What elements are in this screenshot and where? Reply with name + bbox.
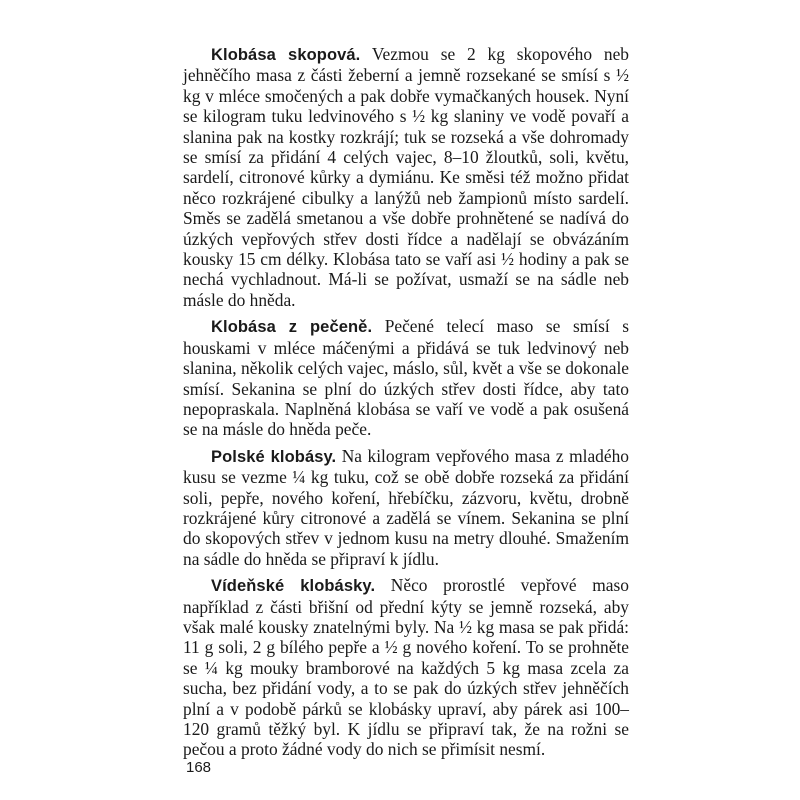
recipe-text: Něco prorostlé vepřové maso například z části břišní od přední kýty se jemně rozseká, aby však malé kousky znatelnými byly. Na ½ kg masa se pak přidá: 11 g soli, 2 g bílého pepře a ½ g nového koření. To se prohněte se ¼ kg mouky bramborové na každých 5 kg masa zcela za sucha, bez přidání vody, a to se pak do úzkých střev jehněčích plní a v podobě párků se klobásky upraví, aby párek asi 100–120 gramů těžký byl. K jídlu se připraví tak, že na rožni se pečou a proto žádné vody do nich se přimísit nesmí.	[183, 575, 629, 760]
recipe-text: Pečené telecí maso se smísí s houskami v mléce máčenými a přidává se tuk ledvinový neb slanina, několik celých vajec, máslo, sůl, květ a vše se dokonale smísí. Sekanina se plní do úzkých střev dosti řídce, aby tato nepopraskala. Naplněná klobása se vaří ve vodě a pak osušená se na másle do hněda peče.	[183, 316, 629, 440]
recipe-title: Vídeňské klobásky.	[211, 577, 376, 596]
page-number: 168	[186, 759, 212, 776]
recipe-text: Na kilogram vepřového masa z mladého kusu se vezme ¼ kg tuku, což se obě dobře rozseká za přidání soli, pepře, nového koření, hřebíčku, zázvoru, květu, drobně rozkrájené kůry citronové a zadělá se vínem. Sekanina se plní do skopových střev v jednom kusu na metry dlouhé. Smažením na sádle do hněda se připraví k jídlu.	[183, 445, 629, 569]
recipe-title: Polské klobásy.	[211, 447, 337, 466]
recipe-klobasa-skopova	[183, 44, 629, 310]
recipe-polske-klobasy	[183, 446, 629, 569]
recipe-videnske-klobasky	[183, 575, 629, 760]
book-page-text	[183, 44, 629, 760]
recipe-title: Klobása z pečeně.	[211, 318, 373, 337]
recipe-title: Klobása skopová.	[211, 46, 361, 64]
recipe-text: Vezmou se 2 kg skopového neb jehněčího masa z části žeberní a jemně rozsekané se smísí s ½ kg v mléce smočených a pak dobře vymačkaných housek. Nyní se kilogram tuku ledvinového s ½ kg slaniny ve vodě povaří a slanina pak na kostky rozkrájí; tuk se rozseká a vše dohromady se smísí za přidání 4 celých vajec, 8–10 žloutků, soli, květu, sardelí, citronové kůrky a dymiánu. Ke směsi též možno přidat něco rozkrájené cibulky a lanýžů neb žampionů místo sardelí. Směs se zadělá smetanou a vše dobře prohnětené se nadívá do úzkých vepřových střev dosti řídce a nadělají se obvázáním kousky 15 cm délky. Klobása tato se vaří asi ½ hodiny a pak se nechá vychladnout. Má-li se požívat, usmaží se na sádle neb másle do hněda.	[183, 44, 629, 310]
recipe-klobasa-z-pecene	[183, 316, 629, 439]
